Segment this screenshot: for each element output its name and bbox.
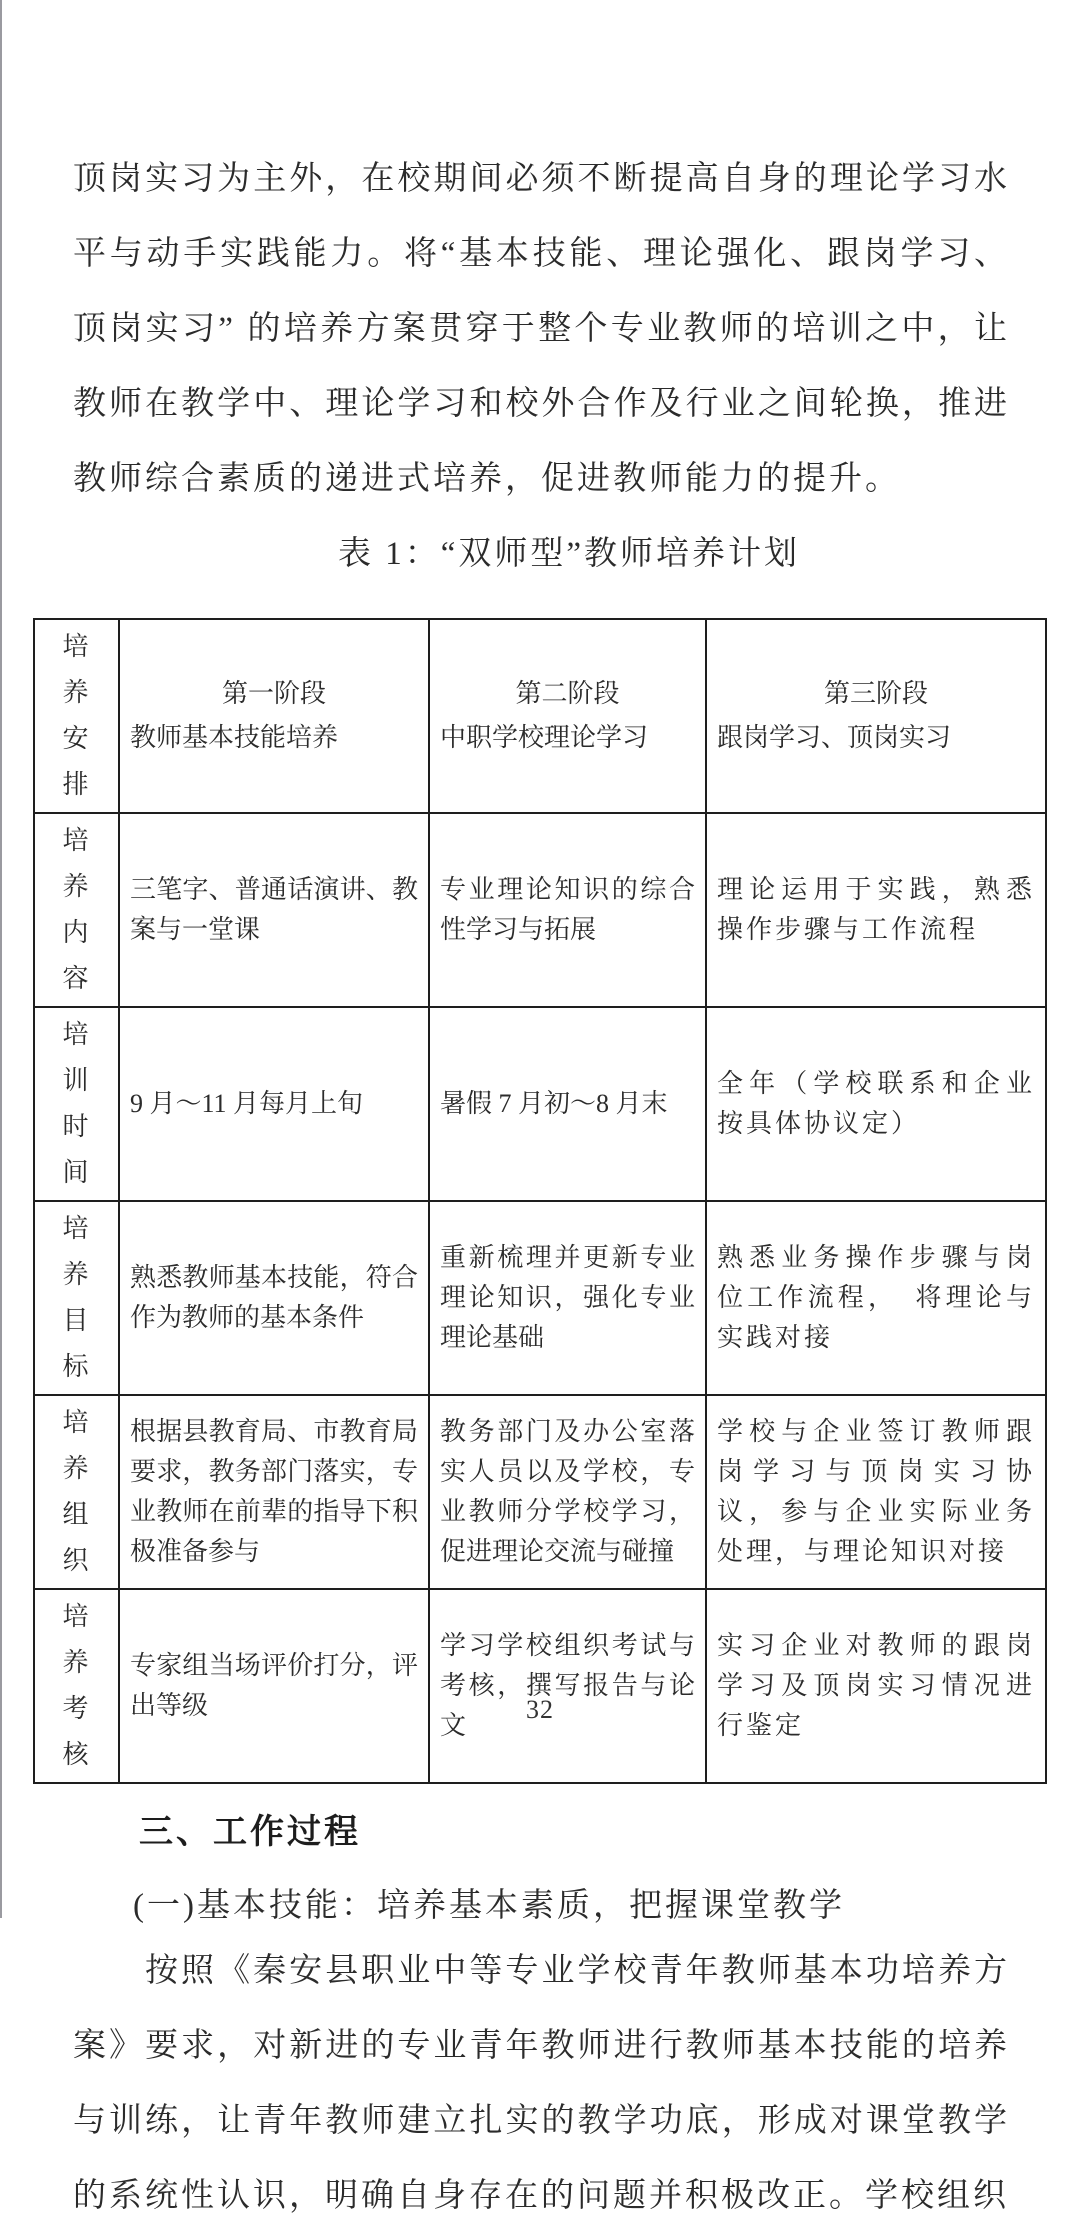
table-cell (429, 1589, 706, 1783)
cell-text: 根据县教育局、市教育局要求，教务部门落实，专业教师在前辈的指导下积极准备参与 (130, 1417, 418, 1566)
cell-text: 教务部门及办公室落实人员以及学校，专业教师分学校学习，促进理论交流与碰撞 (440, 1417, 695, 1566)
table-cell (429, 1395, 706, 1589)
cell-text: 熟悉教师基本技能，符合作为教师的基本条件 (130, 1263, 418, 1332)
row-label-peiyang-mubiao (34, 1201, 119, 1395)
subsection-heading: (一)基本技能：培养基本素质，把握课堂教学 (133, 1888, 845, 1924)
row-label-line: 时间 (62, 1112, 101, 1187)
cell-text: 重新梳理并更新专业理论知识，强化专业理论基础 (440, 1243, 695, 1352)
row-label-peiyang-anpai (34, 619, 119, 813)
row-label-line: 培养 (62, 826, 101, 901)
stage2-subtitle: 中职学校理论学习 (440, 723, 649, 752)
table-cell (706, 1201, 1046, 1395)
table-cell (119, 1201, 429, 1395)
table-row-content (34, 813, 1046, 1007)
table-cell (706, 1589, 1046, 1783)
stage2-header-cell (429, 619, 706, 813)
table-row-organization (34, 1395, 1046, 1589)
page-left-edge (0, 0, 2, 1918)
table-row-goal (34, 1201, 1046, 1395)
cell-text: 实习企业对教师的跟岗学习及顶岗实习情况进行鉴定 (717, 1631, 1035, 1740)
row-label-line: 安排 (62, 724, 101, 799)
table-row-assessment (34, 1589, 1046, 1783)
table-row-time (34, 1007, 1046, 1201)
stage2-title: 第二阶段 (515, 679, 620, 708)
table-cell (119, 1395, 429, 1589)
page-content (62, 142, 1035, 2234)
cell-text: 全年（学校联系和企业按具体协议定） (717, 1069, 1035, 1138)
section-heading: 三、工作过程 (139, 1813, 361, 1851)
body-paragraph-1: 顶岗实习为主外，在校期间必须不断提高自身的理论学习水平与动手实践能力。将“基本技能、理论强化、跟岗学习、顶岗实习” 的培养方案贯穿于整个专业教师的培训之中，让教师在教学中、理论学习和校外合作及行业之间轮换，推进教师综合素质的递进式培养，促进教师能力的提升。 (73, 161, 1010, 497)
cell-text: 专业理论知识的综合性学习与拓展 (440, 875, 695, 944)
stage3-subtitle: 跟岗学习、顶岗实习 (717, 723, 952, 752)
body-paragraph-2: 按照《秦安县职业中等专业学校青年教师基本功培养方案》要求，对新进的专业青年教师进行教师基本技能的培养与训练，让青年教师建立扎实的教学功底，形成对课堂教学的系统性认识，明确自身存在的问题并积极改正。学校组织 (73, 1953, 1010, 2214)
stage3-header-cell (706, 619, 1046, 813)
row-label-peiyang-kaohe (34, 1589, 119, 1783)
stage1-subtitle: 教师基本技能培养 (130, 723, 339, 752)
table-cell (706, 813, 1046, 1007)
row-label-line: 培养 (62, 632, 101, 707)
table-cell (706, 1007, 1046, 1201)
table-cell (706, 1395, 1046, 1589)
row-label-line: 目标 (62, 1306, 101, 1381)
table-cell (429, 1007, 706, 1201)
table-caption: 表 1：“双师型”教师培养计划 (337, 536, 801, 572)
cell-text: 学习学校组织考试与考核，撰写报告与论文 (440, 1631, 695, 1740)
cell-text: 理论运用于实践，熟悉操作步骤与工作流程 (717, 875, 1035, 944)
table-cell (429, 1201, 706, 1395)
page-number: 32 (526, 1695, 554, 1724)
cell-text: 专家组当场评价打分，评出等级 (130, 1651, 418, 1720)
row-label-line: 培养 (62, 1214, 101, 1289)
row-label-line: 培养 (62, 1408, 101, 1483)
cell-text: 9 月～11 月每月上旬 (130, 1089, 364, 1118)
table-cell (119, 813, 429, 1007)
table-cell (429, 813, 706, 1007)
row-label-line: 考核 (62, 1694, 101, 1769)
row-label-line: 内容 (62, 918, 101, 993)
row-label-peiyang-neirong (34, 813, 119, 1007)
cell-text: 熟悉业务操作步骤与岗位工作流程， 将理论与实践对接 (717, 1243, 1035, 1352)
cell-text: 学校与企业签订教师跟岗学习与顶岗实习协议，参与企业实际业务处理，与理论知识对接 (717, 1417, 1035, 1566)
row-label-peixun-shijian (34, 1007, 119, 1201)
row-label-line: 组织 (62, 1500, 101, 1575)
cell-text: 暑假 7 月初～8 月末 (440, 1089, 668, 1118)
training-plan-table (33, 618, 1047, 1784)
stage1-header-cell (119, 619, 429, 813)
cell-text: 三笔字、普通话演讲、教案与一堂课 (130, 875, 418, 944)
table-cell (119, 1007, 429, 1201)
stage3-title: 第三阶段 (823, 679, 928, 708)
table-cell (119, 1589, 429, 1783)
row-label-line: 培养 (62, 1602, 101, 1677)
stage1-title: 第一阶段 (221, 679, 326, 708)
row-label-line: 培训 (62, 1020, 101, 1095)
row-label-peiyang-zuzhi (34, 1395, 119, 1589)
table-row-header (34, 619, 1046, 813)
